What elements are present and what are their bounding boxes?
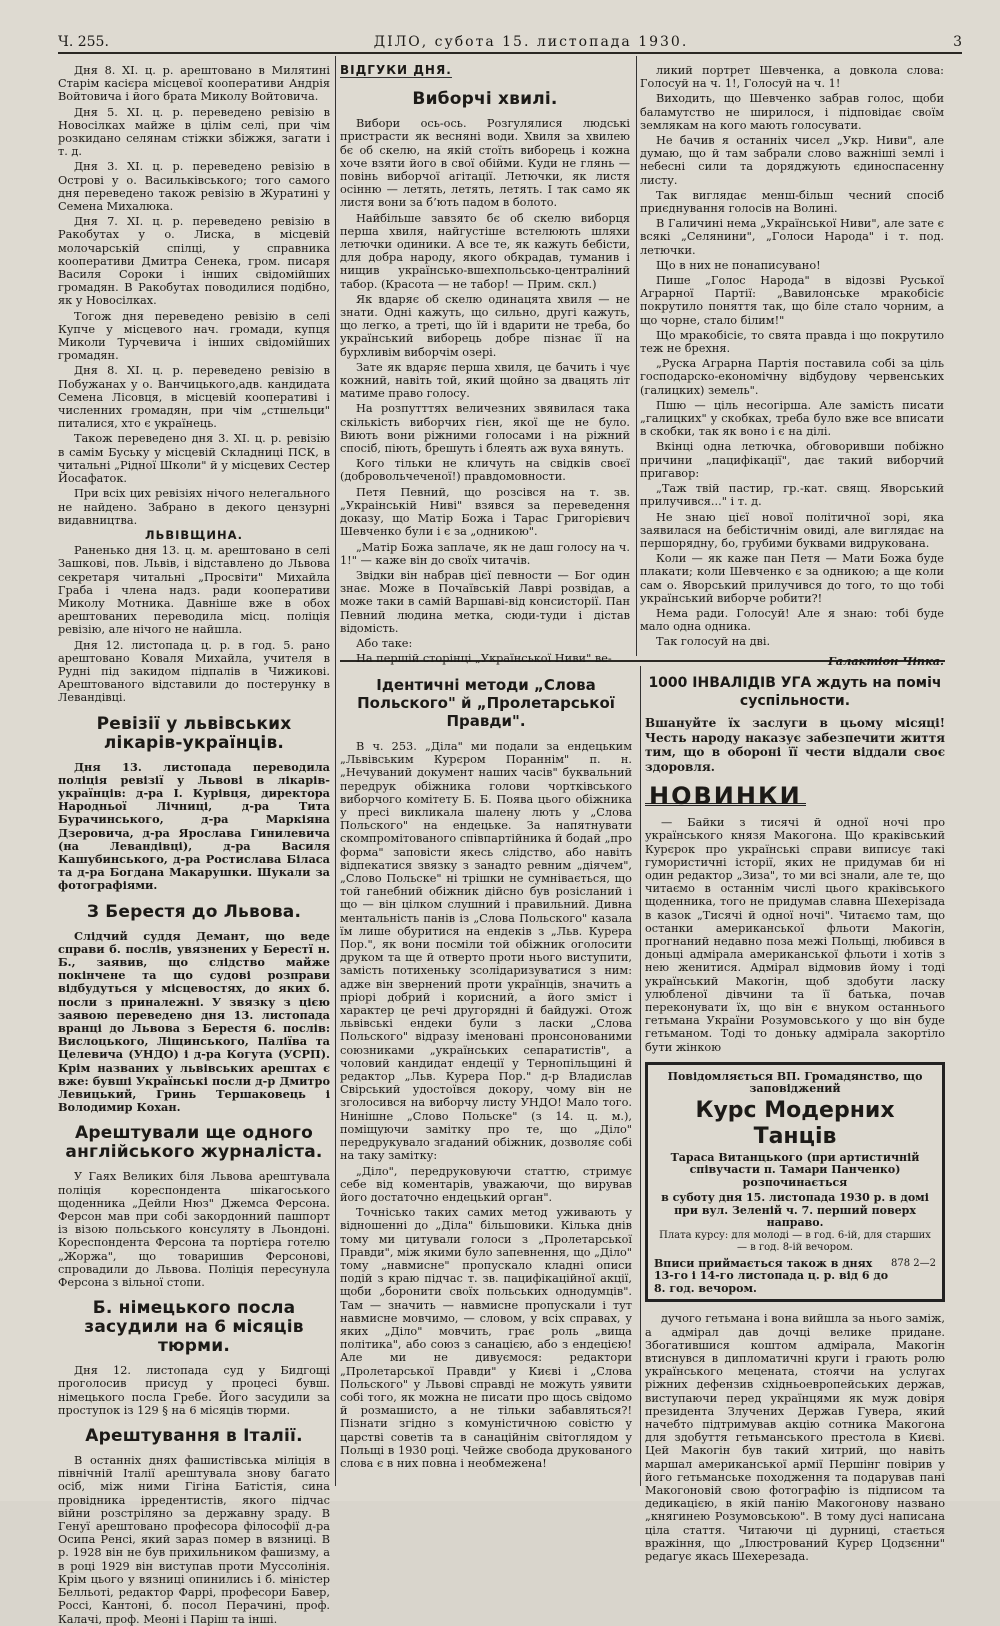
author-signature: Галактіон Чіпка. — [827, 653, 944, 668]
paragraph: Що в них не понаписувано! — [656, 258, 821, 272]
column-1 — [58, 64, 330, 1626]
page-header — [58, 28, 962, 54]
column-4 — [340, 672, 632, 1484]
article-berestia: Слідчий суддя Демант, що веде справи б. послів, увязнених у Берестї н. Б., заявив, що слідство майже покінчене та що судові розправи відбудуться у місцевостях, до яких б. посли з приналежні. У звязку з цією заявою переведено дня 13. листопада вранці до Львова з Берестя 6. послів: Вислоцького, Ліщинського, Паліїва та Целевича (УНДО) і д-ра Когута (УСРП). Крім названих у львівських арештах є вже: бувші Українські посли д-р Дмитро Левицький, Гринь Тершаковець і Володимир Кохан. — [58, 928, 330, 1115]
paragraph: В ч. 253. „Діла" ми подали за ендецьким „Львівським Курєром Пораннім" п. н. „Нечуваний документ наших часів" буквальний передрук обіжника голови чортківського виборчого комітету Б. Б. Поява цього обіжника у пресі викликала шалену лють у „Слова Польского" на ендецьке. За напятнувати скомпромітованого співпартійника й бодай „про форма" заповісти якесь слідство, або навіть відпекатися звязку з занадто ревним „діячем", „Слово Польске" ні трішки не сумнівається, що той ганебний обіжник дійсно був розісланий і що — він цілком слушний і правильний. Дивна ментальність панів із „Слова Польского" казала їм лише обуритися на ендеків з „Льв. Курера Пор.", як вони посміли той обіжник оголосити друком та ще й отверто проти нього виступити, замість потихеньку зсолідаризуватися з ним: адже він звернений проти українців, значить а пріорі добрий і корисний, а його зміст і характер це речі другорядні й байдужі. Отож львівські ендеки були з ласки „Слова Польского" відразу іменовані пронсонованими союзниками „українських сепаратистів", а чоловий кандидат ендеції у Тернопільщині й редактор „Льв. Курера Пор." д-р Владислав Свірський удостоївся докору, чому він не зголосився на виборчу листу УНДО! Мало того. Нинішне „Слово Польске" (з 14. ц. м.), поміщуючи замітку про те, що „Діло" передрукувало згаданий обіжник, дозволяє собі на таку замітку: — [340, 740, 632, 1163]
headline-berestia: З Берестя до Львова. — [86, 901, 302, 922]
column-rule — [640, 666, 641, 1486]
column-3 — [640, 64, 944, 668]
paragraph: Дня 8. XI. ц. р. арештовано в Милятині Старім касієра місцевої кооперативи Андрія Войтовича і його брата Миколу Войтовича. — [58, 64, 330, 104]
article-italy: В останніх днях фашистівська міліція в північній Італії арештувала знову багато осіб, між ними Гігіна Батістія, сина провідника ірредентистів, якого підчас війни розстріляно за державну зраду. В Генуї арештовано професора філософії д-ра Осипа Ренсі, який зараз помер в вязниці. В р. 1928 він не був прихильником фашизму, а в році 1929 він виступав проти Муссолінія. Крім цього у вязниці опинились і б. міністер Белльоті, редактор Фаррі, професори Бавер, Россі, Кантоні, б. посол Перачині, проф. Калачі, проф. Меоні і Паріш та інші. — [58, 1454, 330, 1626]
ad-date-place: в суботу дня 15. листопада 1930 р. в домі при вул. Зеленій ч. 7. перший поверх направо. — [661, 1191, 929, 1230]
headline-identical-methods: Ідентичні методи „Слова Польского" й „Пролетарської Правди". — [357, 676, 615, 730]
paragraph: Як вдаряє об скелю одинацята хвиля — не знати. Одні кажуть, що сильно, другі кажуть, що легко, а треті, що їй і вдарити не треба, бо український виборець добре пізнає її на бурхливім виборчім озері. — [340, 292, 630, 359]
paragraph: Виходить, що Шевченко забрав голос, щоби баламутство не ширилося, і підповідає своїм землякам на кого мають голосувати. — [640, 92, 944, 132]
paragraph: Зате як вдаряє перша хвиля, це бачить і чує кожний, навіть той, який щойно за двацять літ матиме право голосу. — [340, 360, 630, 401]
paragraph: Коли — як каже пан Петя — Мати Божа буде плакати; коли Шевченко є за одникою; а ще коли сам о. Яворський прилучився до того, то що тобі український виборче робити?! — [640, 552, 944, 605]
article-makohon: — Байки з тисячі й одної ночі про українського князя Макогона. Що краківський Курєрок про українські справи виписує такі гумористичні історії, яких не придумав би ні один редактор „Зиза", то ми всі знали, але те, що читаємо в останнім числі цього краківського щоденника, того не придумав славна Шехерізада в казок „Тисячі й одної ночі". Читаємо там, що останки американської фльоти Макогін, прогнаний недавно поза межі Польщі, любився в доньці адмірала американської фльоти і хотів з нею женитися. Адмірал відмовив йому і тоді український Макогін, щоб здобути ласку улюбленої дівчини та її батька, почав переконувати їх, що він є внуком останнього гетьмана України Розумовського у що він буде гетьманом. Тоді то доньку адмірала закортіло бути жінкою — [645, 816, 945, 1054]
column-rule — [636, 56, 637, 656]
paragraph: Пшю — ціль несогірша. Але замість писати „галицких" у скобках, треба було вже все вписати в скобки, так як воно і є на ділі. — [640, 398, 944, 439]
paragraph: Також переведено дня 3. XI. ц. р. ревізію в самім Буську у місцевій Складниці ПСК, в читальні „Рідної Школи" й у місцевих Сестер Йосафаток. — [58, 432, 330, 486]
paragraph: Пише „Голос Народа" в відозві Руської Аграрної Партії: „Вавилонське мракобісіє покрутило поняття так, що біле стало чорним, а що чорне, стало білим!" — [640, 274, 944, 327]
article-journalist: У Гаях Великих біля Львова арештувала поліція кореспондента шікагоського щоденника „Дейли Нюз" Джемса Ферсона. Ферсон мав при собі закордонний пашпорт із візою польського консуляту в Льондоні. Кореспондента Ферсона та портієра готелю „Жоржа", що товаришив Ферсонові, спровадили до Львова. Поліція пересунула Ферсона з вільної стопи. — [58, 1170, 330, 1290]
rubric-kicker: ВІДГУКИ ДНЯ. — [340, 63, 452, 77]
paragraph: „Матір Божа заплаче, як не даш голосу на ч. 1!" — каже він до своїх читачів. — [340, 540, 630, 567]
headline-invalids-appeal: 1000 ІНВАЛІДІВ УГА ждуть на поміч суспільности. — [648, 675, 942, 709]
paragraph: Дня 7. XI. ц. р. переведено ревізію в Ракобутах у о. Лиска, в місцевій молочарській спілці, у справника кооперативи Дмитра Сенека, гром. писаря Василя Сороки і інших свідомійших громадян. В Ракобутах поводилися подібно, як у Новосілках. — [58, 215, 330, 308]
ad-intro: Повідомляється ВП. Громадянство, що заповіджений — [667, 1069, 923, 1096]
paragraph: „Руска Аграрна Партія поставила собі за ціль господарско-економічну відбудову червенських (галицких) земель". — [640, 357, 944, 397]
ad-ref-number: 878 2—2 — [891, 1257, 936, 1269]
column-2 — [340, 63, 630, 666]
paragraph: „Діло", передруковуючи статтю, стримує себе від коментарів, уважаючи, що вирував його достаточно ендецький орган". — [340, 1164, 632, 1204]
issue-number: Ч. 255. — [58, 34, 109, 50]
paragraph: Вкінці одна летючка, обговоривши побіжно причини „пацифікації", дає такий виборчий пригавор: — [640, 440, 944, 480]
page-number: 3 — [953, 34, 962, 50]
headline-journalist: Арештували ще одного англійського журналіста. — [65, 1123, 323, 1163]
headline-posol: Б. німецького посла засудили на 6 місяців тюрми. — [84, 1298, 304, 1357]
paragraph: Кого тільки не кличуть на свідків своєї (добровольчеченої!) правдомовности. — [340, 457, 630, 484]
article-revisii: Дня 13. листопада переводила поліція ревізії у Львові в лікарів-українців: д-ра І. Курівця, директора Народньої Лічниці, д-ра Тита Бурачинського, д-ра Маркіяна Дзеровича, д-ра Ярослава Гинилевича (на Левандівці), д-ра Василя Кашубинського, д-ра Ростислава Біласа та д-ра Богдана Макарушки. Шукали за фотографіями. — [58, 759, 330, 893]
dance-course-advertisement — [645, 1062, 945, 1303]
paragraph: Не знаю цієї нової політичної зорі, яка заявилася на бебістичнім овиді, але виглядає на першорядну, бо, грубими буквами видрукована. — [640, 510, 944, 550]
paragraph: Не бачив я останніх чисел „Укр. Ниви", але думаю, що й там забрали слово важніші землі і небесні сили та доряджують єдиноспасенну листу. — [640, 134, 944, 187]
headline-italy: Арештування в Італії. — [85, 1426, 303, 1447]
ad-title: Курс Модерних Танців — [695, 1097, 895, 1149]
section-lvivshchyna: ЛЬВІВЩИНА. — [145, 527, 243, 542]
paragraph: Так виглядає менш-більш чесний спосіб приєднування голосів на Волині. — [640, 188, 944, 216]
column-rule — [335, 56, 336, 1486]
ad-teacher: Тараса Витанцького (при артистичній співучасти п. Тамари Панченко) розпочинається — [670, 1150, 920, 1189]
article-makohon-continued: дучого гетьмана і вона вийшла за нього заміж, а адмірал дав дочці велике придане. Збогатившися коштом адмірала, Макогін втиснувся в дипломатичні круги і грають ролю українського мецената, стоячи на услугах ріжних дефензив східньоевропейських держав, виступаючи перед українцями як муж довіря президента Злучених Держав Гувера, який начебто підтримував акцію сотника Макогона для здобуття гетьманського престола в Києві. Цей Макогін був такий хитрий, що навіть маршал американської армії Першінг повірив у його гетьманське походження та подарував пані Макогоновій свою фотографію із підписом та дедикацією, в якій панію Макогонову названо „княгинею Розумовською". В тому дусі написана ціла стаття. Читаючи ці дурниці, стається вражіння, що „Ілюстрований Курєр Цодзєнни" редагує якась Шехерезада. — [645, 1312, 945, 1564]
appeal-text: Вшануйте їх заслуги в цьому місяці! Честь народу наказує забезпечити життя тим, що в обороні її чести віддали своє здоровля. — [645, 716, 945, 774]
paragraph: Що мракобісіє, то свята правда і що покрутило теж не брехня. — [640, 328, 944, 356]
column-5 — [645, 672, 945, 1564]
article-posol: Дня 12. листопада суд у Бидгощі проголосив присуд у процесі бувш. німецького посла Гребе. Його засудили за проступок із 129 § на 6 місяців тюрми. — [58, 1364, 330, 1417]
paragraph: Звідки він набрав цієї певности — Бог один знає. Може в Почаївській Лаврі розвідав, а може таки в самій Варшаві-від консисторії. Пан Певний людина метка, сюди-туди і дістав відомість. — [340, 568, 630, 635]
paragraph: Дня 12. листопада ц. р. в год. 5. рано арештовано Коваля Михайла, учителя в Рудні під закидом підпалів в Чижикові. Арештованого відставили до постерунку в Левандівці. — [58, 638, 330, 705]
paragraph: Петя Певний, що розсівся на т. зв. „Украінській Ниві" взявся за переведення доказу, що Матір Божа і Тарас Григорієвич Шевченко були і є за „одникою". — [340, 485, 630, 539]
novynky-heading: НОВИНКИ — [645, 790, 806, 806]
paragraph: В Галичині нема „Української Ниви", але зате є всякі „Селянини", „Голоси Народа" і т. под. летючки. — [640, 217, 944, 257]
paragraph: На розпутттях величезних звявилася така скількість виборчих гієн, якої ще не було. Виють вони ріжними голосами і на ріжний спосіб, піють, брешуть і блеять аж вуха вянуть. — [340, 402, 630, 456]
headline-vyborchi-khvyli: Виборчі хвилі. — [412, 89, 558, 110]
paragraph: Тогож дня переведено ревізію в селі Купче у місцевого нач. громади, купця Миколи Турчевича і інших свідомійших громадян. — [58, 309, 330, 363]
paragraph: Або таке: — [356, 636, 413, 650]
paragraph: При всіх цих ревізіях нічого нелегального не найдено. Забрано в декого цензурні видавництва. — [58, 487, 330, 527]
paragraph: Дня 8. XI. ц. р. переведено ревізію в Побужанах у о. Ванчицького,адв. кандидата Семена Лісовця, в місцевій кооперативі і численних громадян, при чім „стшельци" питалися, хто є українець. — [58, 364, 330, 431]
ad-fees: Плата курсу: для молоді — в год. 6-ій, для старших — в год. 8-ій вечором. — [659, 1229, 931, 1253]
paragraph: На першій сторінці „Української Ниви" ве- — [356, 652, 612, 666]
paragraph: Нема ради. Голосуй! Але я знаю: тобі буде мало одна одника. — [640, 606, 944, 634]
paragraph: Найбільше завзято бє об скелю виборця перша хвиля, найгустіше встелюють шляхи летючки одиники. А все те, як кажуть бебісти, для добра народу, якого обкрадав, туманив і нищив українсько-вшехпольсько-централіний табор. (Красота — не табор! — Прим. скл.) — [340, 211, 630, 291]
paragraph: Раненько дня 13. ц. м. арештовано в селі Зашкові, пов. Львів, і відставлено до Львова секретаря читальні „Просвіти" Михайла Граба і члена надз. ради кооперативи Миколу Мотника. Давніше вже в обох арештованих переводила місц. поліція ревізію, але нічого не найшла. — [58, 544, 330, 637]
paragraph: „Таж твій пастир, гр.-кат. свящ. Яворський прилучився..." і т. д. — [640, 482, 944, 509]
paragraph: Вибори ось-ось. Розгулялися людські пристрасти як весняні води. Хвиля за хвилею бє об скелю, на якій стоїть виборець і кожна хоче взяти його в свої обійми. Куди не глянь — повінь виборчої агітації. Летючки, як листя осінню — летять, летять, летять. І так само як листя вони за б’ють падом в болото. — [340, 117, 630, 210]
paragraph: Точнісько таких самих метод уживають у відношенні до „Діла" більшовики. Кілька днів тому ми цитували голоси з „Пролетарської Правди", між якими було запевнення, що „Діло" тому „навмисне" пропускало кладні описи подій з краю підчас т. зв. пацифікаційної акції, щоби „боронити своїх польських однодумців". Там — значить — навмисне пропускали і тут навмисне мовчимо, — словом, у всіх справах, у яких „Діло" мовчить, грає роль „вища політика", або союз з санацією, або з ендецією! Але ми не дивуємося: редактори „Пролетарської Правди" у Києві і „Слова Польского" у Львові справді не можуть уявити собі того, як можна не писати про щось свідомо й розмашисто, а не тільки забавляться?! Пізнати згідно з комуністичною совістю у царстві советів та в санаційнім світоглядом у Польщі в 1930 році. Чейже свобода друкованого слова є в них повна і необмежена! — [340, 1206, 632, 1470]
newspaper-dateline: ДІЛО, субота 15. листопада 1930. — [373, 34, 689, 50]
paragraph: Так голосуй на дві. — [656, 635, 771, 649]
paragraph: Дня 5. XI. ц. р. переведено ревізію в Новосілках майже в цілім селі, при чім розкидано селянам стіжки збіжжя, загати і т. д. — [58, 105, 330, 159]
paragraph: ликий портрет Шевченка, а довкола слова: Голосуй на ч. 1!, Голосуй на ч. 1! — [640, 64, 944, 91]
paragraph: Дня 3. XI. ц. р. переведено ревізію в Острові у о. Васильківського; того самого дня переведено також ревізію в Журатині у Семена Михалюка. — [58, 160, 330, 214]
headline-revisii: Ревізії у львівських лікарів-українців. — [96, 713, 292, 753]
ad-registration: Вписи приймається також в днях 13-го і 14-го листопада ц. р. від 6 до 8. год. вечором. — [654, 1256, 889, 1295]
